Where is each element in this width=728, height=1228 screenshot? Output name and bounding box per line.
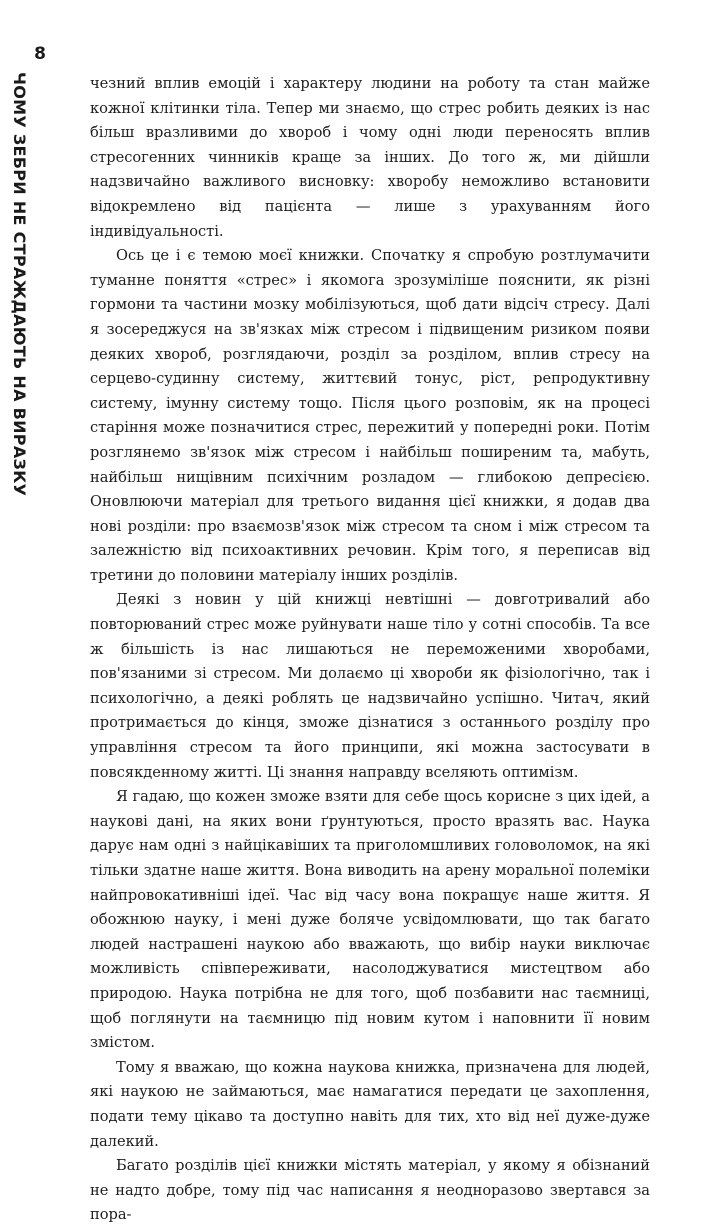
running-head: ЧОМУ ЗЕБРИ НЕ СТРАЖДАЮТЬ НА ВИРАЗКУ [10, 72, 29, 497]
paragraph: Деякі з новин у цій книжці невтішні — довготривалий або повторюваний стрес може руйнувати наше тіло у сотні способів. Та все ж більшість із нас лишаються не переможеними хворобами, пов'язаними зі стресом. Ми долаємо ці хвороби як фізіологічно, так і психологічно, а деякі роблять це надзвичайно успішно. Читач, який протримається до кінця, зможе дізнатися з останнього розділу про управління стресом та його принципи, які можна застосувати в повсякденному житті. Ці знання направду вселяють оптимізм. [90, 591, 650, 781]
page-number: 8 [34, 44, 46, 64]
paragraph: Багато розділів цієї книжки містять матеріал, у якому я обізнаний не надто добре, тому під час написання я неодноразово звертався за пора- [90, 1157, 650, 1224]
paragraph: Тому я вважаю, що кожна наукова книжка, призначена для людей, які наукою не займаються, має намагатися передати це захоплення, подати тему цікаво та доступно навіть для тих, хто від неї дуже-дуже далекий. [90, 1058, 650, 1150]
paragraph: Я гадаю, що кожен зможе взяти для себе щось корисне з цих ідей, а наукові дані, на яких вони ґрунтуються, просто вразять вас. Наука дарує нам одні з найцікавіших та приголомшливих головоломок, на які тільки здатне наше життя. Вона виводить на арену моральної полеміки найпровокативніші ідеї. Час від часу вона покращує наше життя. Я обожнюю науку, і мені дуже боляче усвідомлювати, що так багато людей настрашені наукою або вважають, що вибір науки виключає можливість співпереживати, насолоджуватися мистецтвом або природою. Наука потрібна не для того, щоб позбавити нас таємниці, щоб поглянути на таємницю під новим кутом і наповнити її новим змістом. [90, 788, 650, 1052]
paragraph: чезний вплив емоцій і характеру людини на роботу та стан майже кожної клітинки тіла. Тепер ми знаємо, що стрес робить деяких із нас більш вразливими до хвороб і чому одні люди переносять вплив стресогенних чинників краще за інших. До того ж, ми дійшли надзвичайно важливого висновку: хворобу неможливо встановити відокремлено від пацієнта — лише з урахуванням його індивідуальності. [90, 75, 650, 240]
paragraph: Ось це і є темою моєї книжки. Спочатку я спробую розтлумачити туманне поняття «стрес» і якомога зрозуміліше пояснити, як різні гормони та частини мозку мобілізуються, щоб дати відсіч стресу. Далі я зосереджуся на зв'язках між стресом і підвищеним ризиком появи деяких хвороб, розглядаючи, розділ за розділом, вплив стресу на серцево-судинну систему, життєвий тонус, ріст, репродуктивну систему, імунну систему тощо. Після цього розповім, як на процесі старіння може позначитися стрес, пережитий у попередні роки. Потім розглянемо зв'язок між стресом і найбільш поширеним та, мабуть, найбільш нищівним психічним розладом — глибокою депресією. Оновлюючи матеріал для третього видання цієї книжки, я додав два нові розділи: про взаємозв'язок між стресом та сном і між стресом та залежністю від психоактивних речовин. Крім того, я переписав від третини до половини матеріалу інших розділів. [90, 247, 650, 584]
body-text [90, 72, 650, 1228]
